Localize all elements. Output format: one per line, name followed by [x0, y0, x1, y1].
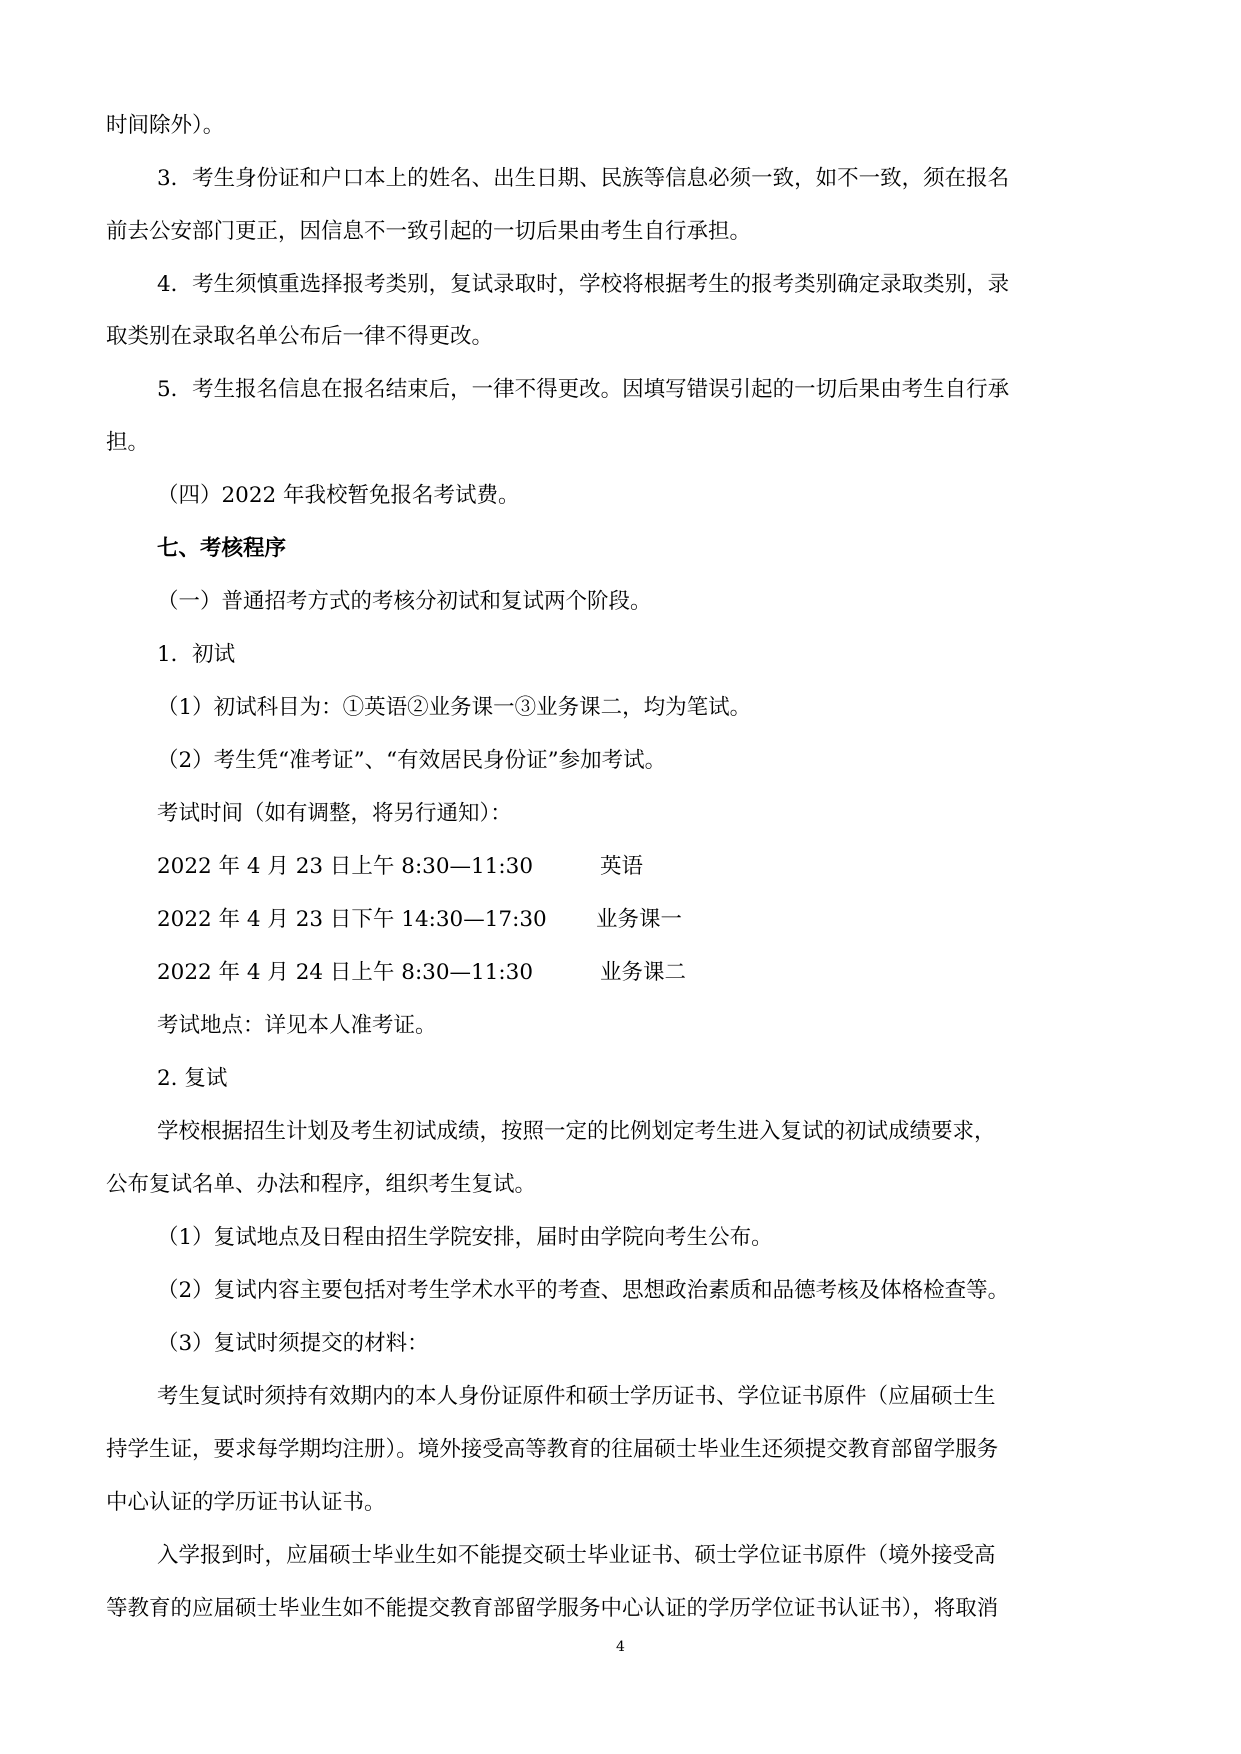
- paragraph-line: 1．初试: [157, 642, 236, 667]
- paragraph-line: （2）考生凭“准考证”、“有效居民身份证”参加考试。: [157, 748, 667, 773]
- paragraph-line: （一）普通招考方式的考核分初试和复试两个阶段。: [157, 589, 652, 614]
- paragraph-line: 考试时间（如有调整，将另行通知）：: [157, 801, 512, 826]
- page-number: 4: [616, 1639, 625, 1655]
- paragraph-line: （1）初试科目为：①英语②业务课一③业务课二，均为笔试。: [157, 695, 752, 720]
- paragraph-line: 取类别在录取名单公布后一律不得更改。: [106, 324, 494, 349]
- paragraph-line: 2. 复试: [157, 1066, 228, 1091]
- paragraph-line: 时间除外）。: [106, 113, 225, 138]
- paragraph-line: 担。: [106, 430, 150, 455]
- schedule-date: 2022 年 4 月 23 日上午 8:30—11:30: [157, 854, 533, 879]
- paragraph-line: 4．考生须慎重选择报考类别，复试录取时，学校将根据考生的报考类别确定录取类别，录: [157, 272, 1010, 297]
- paragraph-line: 学校根据招生计划及考生初试成绩，按照一定的比例划定考生进入复试的初试成绩要求，: [157, 1119, 996, 1144]
- paragraph-line: 入学报到时，应届硕士毕业生如不能提交硕士毕业证书、硕士学位证书原件（境外接受高: [157, 1543, 996, 1568]
- paragraph-line: 考试地点：详见本人准考证。: [157, 1013, 437, 1038]
- paragraph-line: 3．考生身份证和户口本上的姓名、出生日期、民族等信息必须一致，如不一致，须在报名: [157, 166, 1010, 191]
- paragraph-line: 考生复试时须持有效期内的本人身份证原件和硕士学历证书、学位证书原件（应届硕士生: [157, 1384, 996, 1409]
- paragraph-line: 中心认证的学历证书认证书。: [106, 1490, 386, 1515]
- schedule-subject: 业务课一: [596, 907, 683, 932]
- schedule-subject: 业务课二: [600, 960, 687, 985]
- paragraph-line: （1）复试地点及日程由招生学院安排，届时由学院向考生公布。: [157, 1225, 773, 1250]
- paragraph-line: 持学生证，要求每学期均注册）。境外接受高等教育的往届硕士毕业生还须提交教育部留学服务: [106, 1437, 999, 1462]
- paragraph-line: 5．考生报名信息在报名结束后，一律不得更改。因填写错误引起的一切后果由考生自行承: [157, 377, 1010, 402]
- paragraph-line: （2）复试内容主要包括对考生学术水平的考查、思想政治素质和品德考核及体格检查等。: [157, 1278, 1010, 1303]
- section-heading: 七、考核程序: [157, 536, 287, 561]
- schedule-subject: 英语: [600, 854, 644, 879]
- paragraph-line: 前去公安部门更正，因信息不一致引起的一切后果由考生自行承担。: [106, 219, 752, 244]
- paragraph-line: 公布复试名单、办法和程序，组织考生复试。: [106, 1172, 537, 1197]
- paragraph-line: （四）2022 年我校暂免报名考试费。: [157, 483, 520, 508]
- paragraph-line: （3）复试时须提交的材料：: [157, 1331, 429, 1356]
- paragraph-line: 等教育的应届硕士毕业生如不能提交教育部留学服务中心认证的学历学位证书认证书），将取消: [106, 1596, 999, 1621]
- schedule-date: 2022 年 4 月 24 日上午 8:30—11:30: [157, 960, 533, 985]
- schedule-date: 2022 年 4 月 23 日下午 14:30—17:30: [157, 907, 547, 932]
